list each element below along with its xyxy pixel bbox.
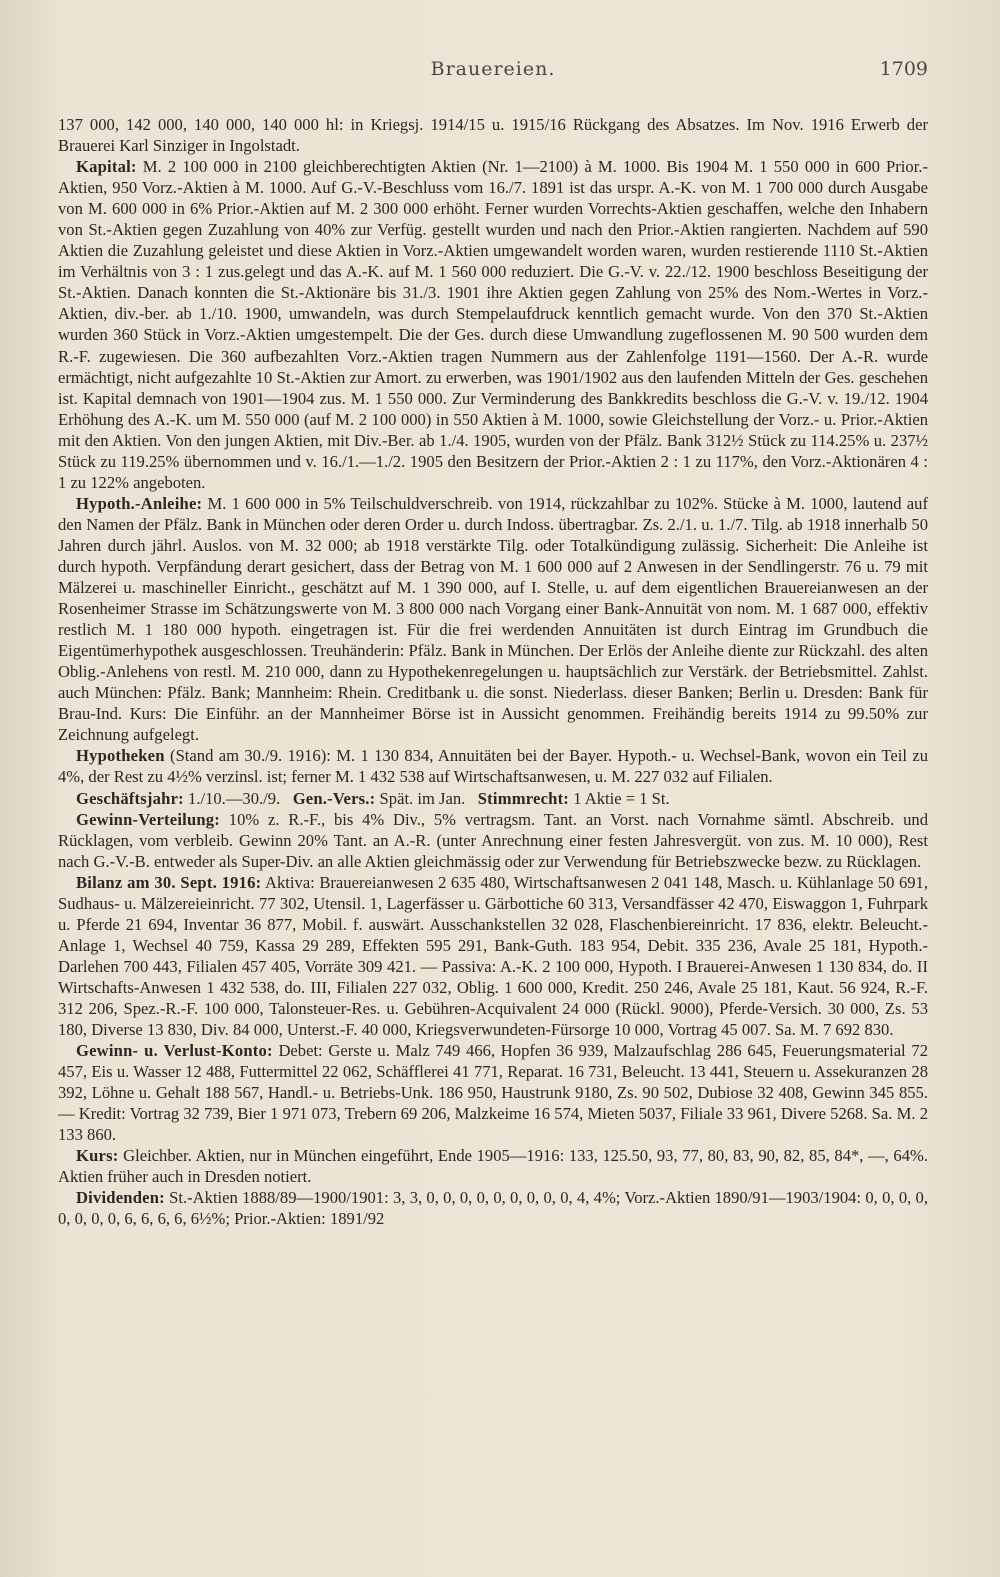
paragraph-sales-intro <box>58 114 928 156</box>
section-heading-dividenden: Dividenden: <box>76 1188 165 1208</box>
paragraph-text: 1 Aktie = 1 St. <box>573 788 670 808</box>
section-heading-gen-vers: Gen.-Vers.: <box>292 788 376 808</box>
paragraph-text: 10% z. R.-F., bis 4% Div., 5% vertragsm. Tant. an Vorst. nach Vornahme sämtl. Abschreib. und Rücklagen, vom verbleib. Gewinn 20% Tant. an A.-R. (unter Anrechnung einer festen Jahresvergüt. von zus. M. 10 000), Rest nach G.-V.-B. entweder als Super-Div. an alle Aktien gleichmässig oder zur Verwendung für Betriebszwecke bezw. zu Rücklagen. <box>58 809 928 871</box>
paragraph-geschaeftsjahr <box>58 788 928 809</box>
paragraph-text: Gleichber. Aktien, nur in München eingeführt, Ende 1905—1916: 133, 125.50, 93, 77, 80, 83, 90, 82, 85, 84*, —, 64%. Aktien früher auch in Dresden notiert. <box>58 1146 928 1187</box>
paragraph-text: St.-Aktien 1888/89—1900/1901: 3, 3, 0, 0, 0, 0, 0, 0, 0, 0, 0, 4, 4%; Vorz.-Aktien 1890/91—1903/1904: 0, 0, 0, 0, 0, 0, 0, 0, 6, 6, 6, 6, 6½%; Prior.-Aktien: 1891/92 <box>58 1188 928 1229</box>
paragraph-text: Spät. im Jan. <box>379 788 466 808</box>
section-heading-gewinn-verteilung: Gewinn-Verteilung: <box>76 809 221 829</box>
paragraph-text: Debet: Gerste u. Malz 749 466, Hopfen 36 939, Malzaufschlag 286 645, Feuerungsmaterial 72 457, Eis u. Wasser 12 488, Futtermittel 22 062, Schäfflerei 41 771, Reparat. 16 731, Beleucht. 13 441, Steuern u. Assekuranzen 28 392, Löhne u. Gehalt 188 567, Handl.- u. Betriebs-Unk. 186 950, Haustrunk 9180, Zs. 90 502, Dubiose 32 408, Gewinn 345 855. — Kredit: Vortrag 32 739, Bier 1 971 073, Trebern 69 206, Malzkeime 16 574, Mieten 5037, Filiale 33 961, Divere 5268. Sa. M. 2 133 860. <box>58 1041 928 1145</box>
paragraph-text: 1./10.—30./9. <box>188 788 281 808</box>
paragraph-bilanz <box>58 872 928 1040</box>
paragraph-dividenden <box>58 1187 928 1229</box>
paragraph-text: M. 1 600 000 in 5% Teilschuldverschreib. von 1914, rückzahlbar zu 102%. Stücke à M. 1000, lautend auf den Namen der Pfälz. Bank in München oder deren Order u. durch Indoss. übertragbar. Zs. 2./1. u. 1./7. Tilg. ab 1918 innerhalb 50 Jahren durch jährl. Auslos. von M. 32 000; ab 1918 verstärkte Tilg. oder Totalkündigung zulässig. Sicherheit: Die Anleihe ist durch hypoth. Verpfändung derart gesichert, dass der Betrag von M. 1 600 000 auf 2 Anwesen in der Sendlingerstr. 76 u. 79 mit Mälzerei u. maschineller Einricht., geschätzt auf M. 1 390 000, auf I. Stelle, u. auf dem eigentlichen Brauereianwesen an der Rosenheimer Strasse im Schätzungswerte von M. 3 800 000 nach Vorgang einer Bank-Annuität von nom. M. 1 687 000, effektiv restlich M. 1 180 000 hypoth. eingetragen ist. Für die frei werdenden Annuitäten ist durch Eintrag im Grundbuch die Eigentümerhypothek ausgeschlossen. Treuhänderin: Pfälz. Bank in München. Der Erlös der Anleihe diente zur Rückzahl. des alten Oblig.-Anlehens von restl. M. 210 000, dann zu Hypothekenregelungen u. hauptsächlich zur Verstärk. der Betriebsmittel. Zahlst. auch München: Pfälz. Bank; Mannheim: Rhein. Creditbank u. die sonst. Niederlass. dieser Banken; Berlin u. Dresden: Bank für Brau-Ind. Kurs: Die Einführ. an der Mannheimer Börse ist in Aussicht genommen. Freihändig bereits 1914 zu 99.50% zur Zeichnung aufgelegt. <box>58 493 928 745</box>
section-heading-stimmrecht: Stimmrecht: <box>477 788 570 808</box>
paragraph-hypotheken <box>58 745 928 787</box>
article-body <box>58 114 928 1229</box>
paragraph-text: M. 2 100 000 in 2100 gleichberechtigten Aktien (Nr. 1—2100) à M. 1000. Bis 1904 M. 1 550 000 in 600 Prior.-Aktien, 950 Vorz.-Aktien à M. 1000. Auf G.-V.-Beschluss vom 16./7. 1891 ist das urspr. A.-K. von M. 1 700 000 durch Ausgabe von M. 600 000 in 6% Prior.-Aktien auf M. 2 300 000 erhöht. Ferner wurden Vorrechts-Aktien geschaffen, welche den Inhabern von St.-Aktien gegen Zuzahlung von 40% zur Verfüg. gestellt wurden und nach den Prior.-Aktien rangierten. Nachdem auf 590 Aktien die Zuzahlung geleistet und diese Aktien in Vorz.-Aktien umgewandelt worden waren, wurden restierende 1110 St.-Aktien im Verhältnis von 3 : 1 zus.gelegt und das A.-K. auf M. 1 560 000 reduziert. Die G.-V. v. 22./12. 1900 beschloss Beseitigung der St.-Aktien. Danach konnten die St.-Aktionäre bis 31./3. 1901 ihre Aktien gegen Zahlung von 25% des Nom.-Wertes in Vorz.-Aktien, div.-ber. ab 1./10. 1900, umwandeln, was durch Stempelaufdruck kenntlich gemacht wurde. Von den 370 St.-Aktien wurden 360 Stück in Vorz.-Aktien umgestempelt. Die der Ges. durch diese Umwandlung zugeflossenen M. 90 500 wurden dem R.-F. zugewiesen. Die 360 aufbezahlten Vorz.-Aktien tragen Nummern aus der Zahlenfolge 1191—1560. Der A.-R. wurde ermächtigt, nicht aufgezahlte 10 St.-Aktien zur Amort. zu erwerben, was 1901/1902 aus den laufenden Mitteln der Ges. geschehen ist. Kapital demnach von 1901—1904 zus. M. 1 550 000. Zur Verminderung des Bankkredits beschloss die G.-V. v. 19./12. 1904 Erhöhung des A.-K. um M. 550 000 (auf M. 2 100 000) in 550 Aktien à M. 1000, sowie Gleichstellung der Vorz.- u. Prior.-Aktien mit den Aktien. Von den jungen Aktien, mit Div.-Ber. ab 1./4. 1905, wurden von der Pfälz. Bank 312½ Stück zu 114.25% u. 237½ Stück zu 119.25% übernommen und v. 16./1.—1./2. 1905 den Besitzern der Prior.-Aktien 2 : 1 zu 117%, den Vorz.-Aktionären 4 : 1 zu 122% angeboten. <box>58 157 928 492</box>
paragraph-kapital <box>58 156 928 493</box>
section-heading-kurs: Kurs: <box>76 1146 119 1166</box>
section-heading-kapital: Kapital: <box>76 157 137 177</box>
paragraph-text: Aktiva: Brauereianwesen 2 635 480, Wirtschaftsanwesen 2 041 148, Masch. u. Kühlanlage 50 691, Sudhaus- u. Mälzereieinricht. 77 302, Utensil. 1, Lagerfässer u. Gärbottiche 60 313, Versandfässer 42 470, Eiswaggon 1, Fuhrpark u. Pferde 21 694, Inventar 36 877, Mobil. f. auswärt. Ausschankstellen 32 028, Flaschenbiereinricht. 17 836, elektr. Beleucht.-Anlage 1, Wechsel 40 759, Kassa 29 289, Effekten 595 291, Bank-Guth. 183 954, Debit. 335 236, Avale 25 181, Hypoth.-Darlehen 700 443, Filialen 457 405, Vorräte 309 421. — Passiva: A.-K. 2 100 000, Hypoth. I Brauerei-Anwesen 1 130 834, do. II Wirtschafts-Anwesen 1 432 538, do. III, Filialen 227 032, Oblig. 1 600 000, Kredit. 250 246, Avale 25 181, Kaut. 56 924, R.-F. 312 206, Spez.-R.-F. 100 000, Talonsteuer-Res. u. Gebühren-Acquivalent 24 000 (Rückl. 9000), Pferde-Versich. 30 000, Zs. 53 180, Diverse 13 830, Div. 84 000, Unterst.-F. 40 000, Kriegsverwundeten-Fürsorge 10 000, Vortrag 45 007. Sa. M. 7 692 830. <box>58 872 929 1040</box>
paragraph-kurs <box>58 1145 928 1187</box>
running-head <box>58 58 928 84</box>
paragraph-hypoth-anleihe <box>58 493 928 746</box>
section-heading-hypotheken: Hypotheken <box>76 746 165 766</box>
section-heading-gewinn-verlust: Gewinn- u. Verlust-Konto: <box>76 1041 273 1061</box>
paragraph-gewinn-verteilung <box>58 809 928 872</box>
paragraph-text: (Stand am 30./9. 1916): M. 1 130 834, Annuitäten bei der Bayer. Hypoth.- u. Wechsel-Bank, wovon ein Teil zu 4%, der Rest zu 4½% verzinsl. ist; ferner M. 1 432 538 auf Wirtschaftsanwesen, u. M. 227 032 auf Filialen. <box>58 746 928 787</box>
paragraph-gewinn-verlust <box>58 1040 928 1145</box>
section-heading-hypoth-anleihe: Hypoth.-Anleihe: <box>76 493 203 513</box>
paragraph-text: 137 000, 142 000, 140 000, 140 000 hl: in Kriegsj. 1914/15 u. 1915/16 Rückgang des Absatzes. Im Nov. 1916 Erwerb der Brauerei Karl Sinziger in Ingolstadt. <box>58 115 928 156</box>
running-head-title: Brauereien. <box>430 58 556 80</box>
section-heading-bilanz: Bilanz am 30. Sept. 1916: <box>76 872 262 892</box>
section-heading-geschaeftsjahr: Geschäftsjahr: <box>76 788 184 808</box>
page-number: 1709 <box>879 58 928 80</box>
